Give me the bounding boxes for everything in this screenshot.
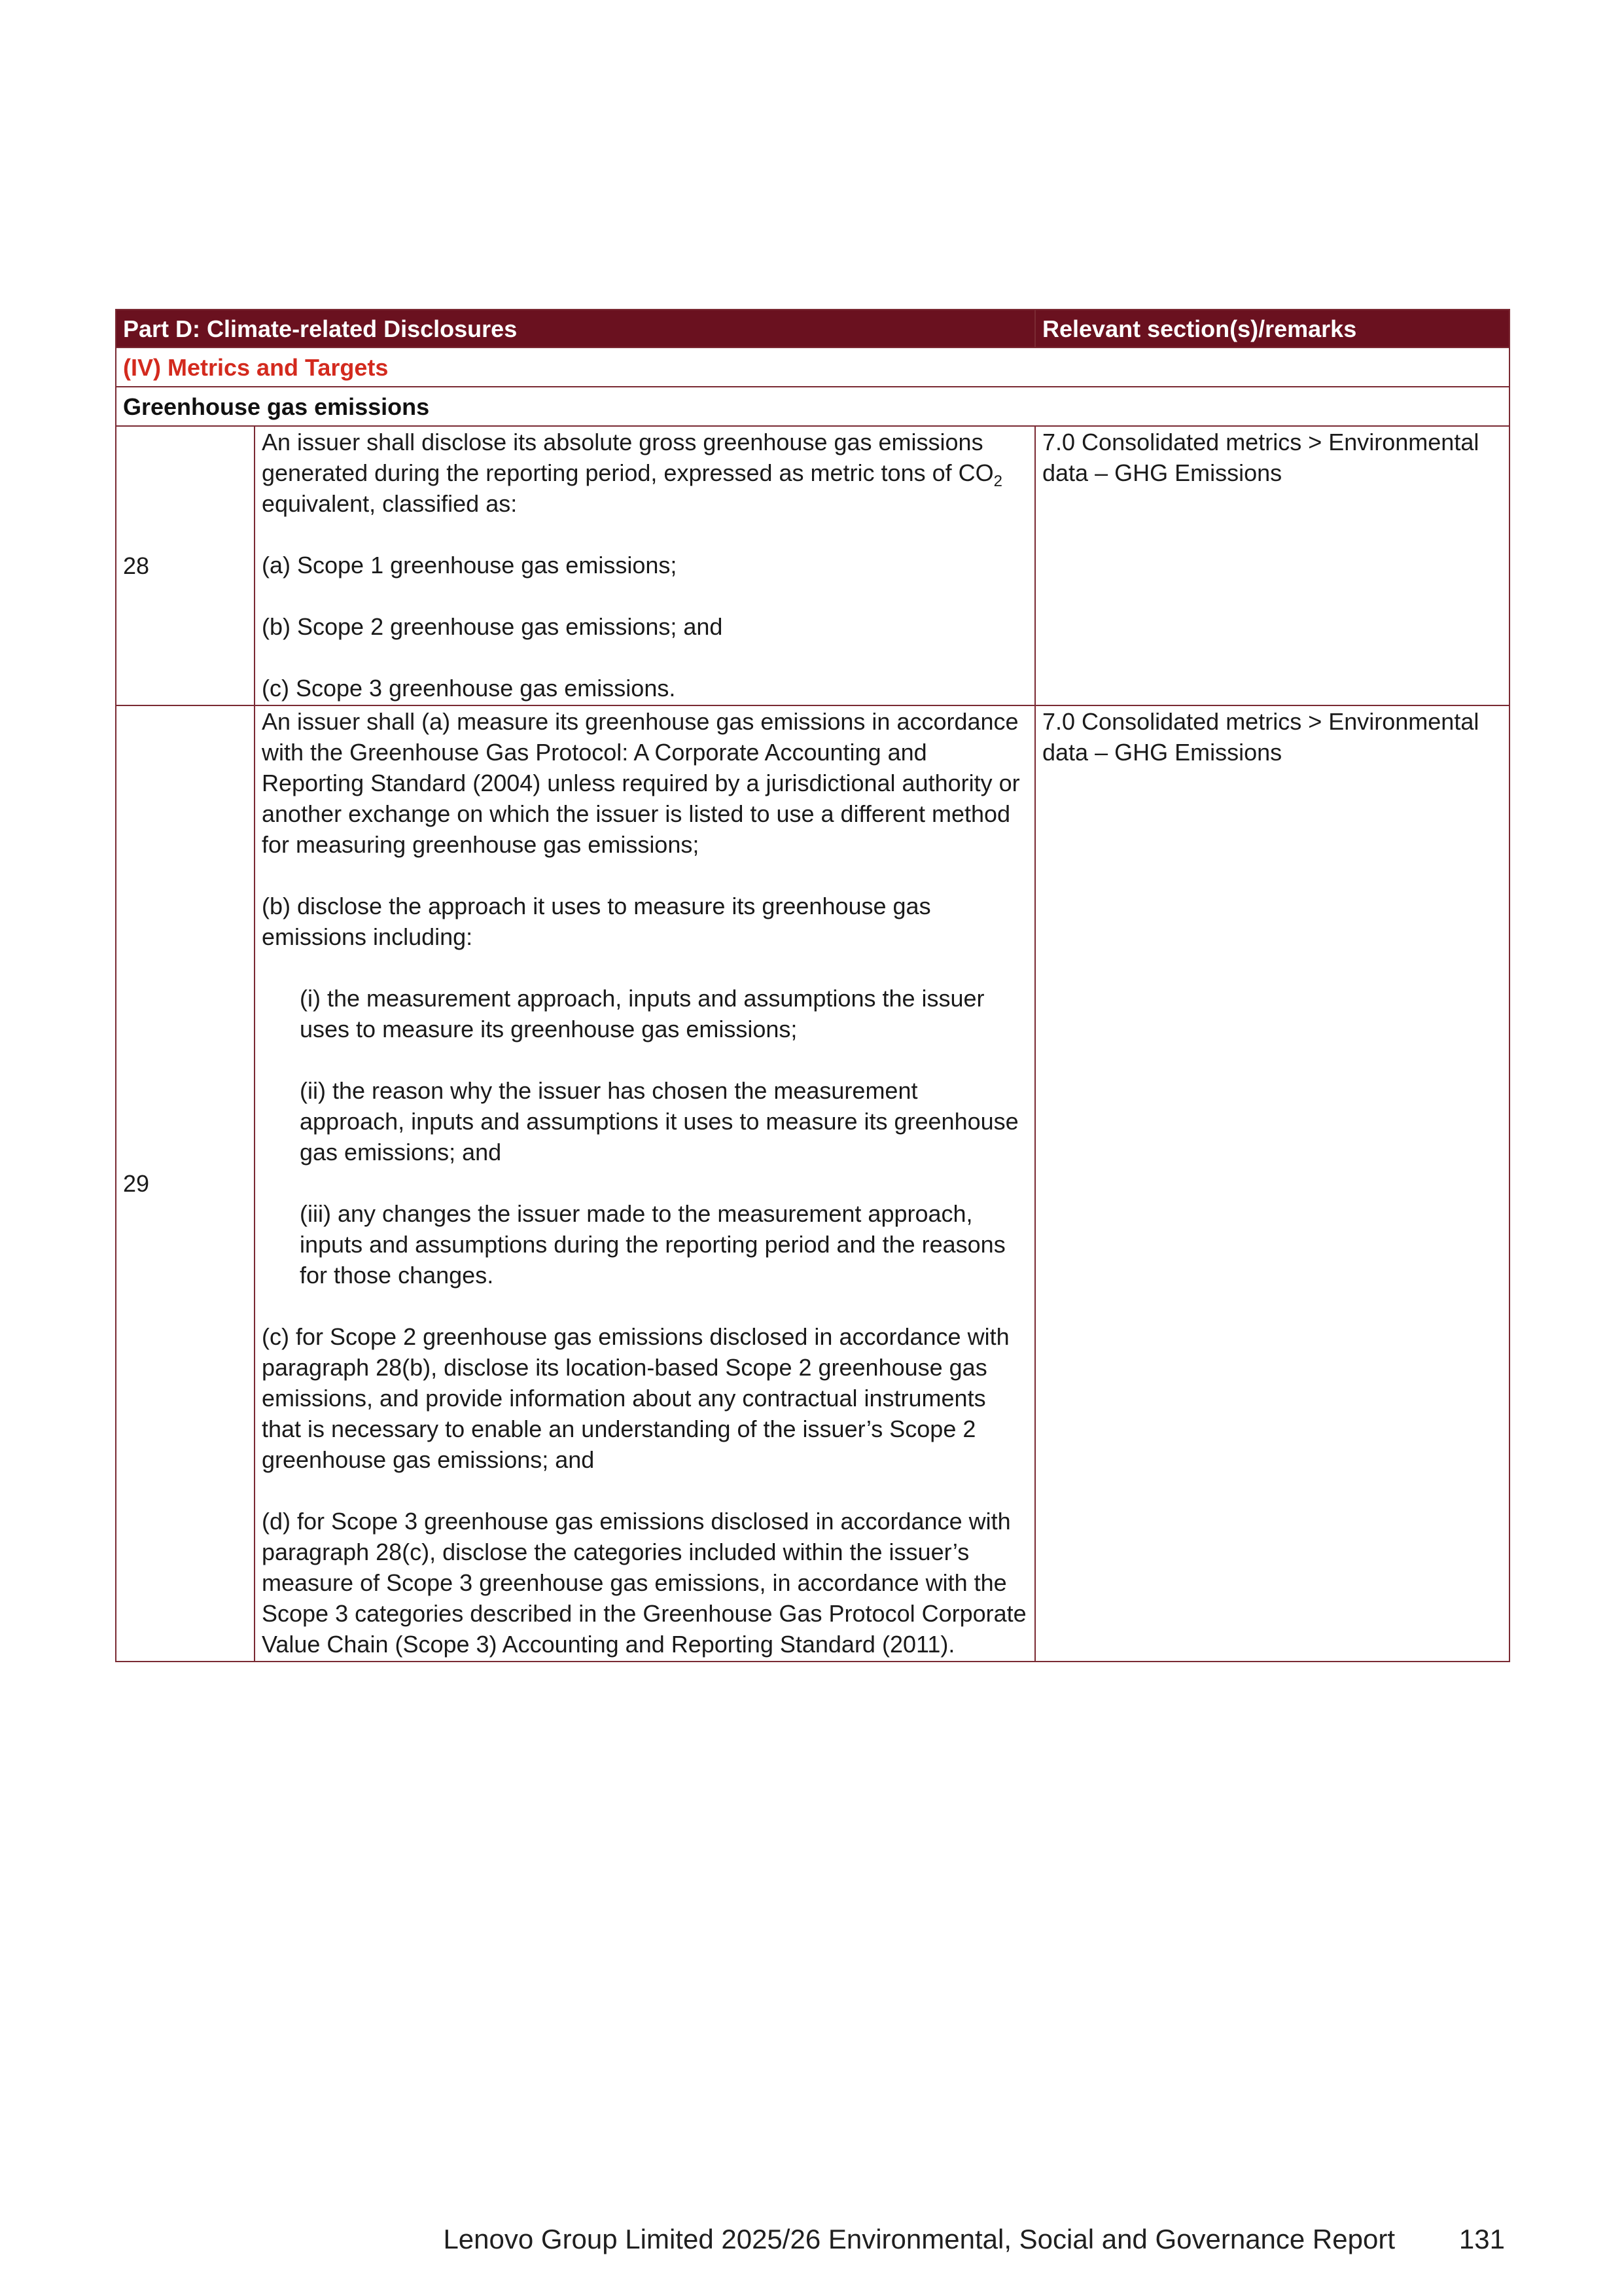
- subsection-title: Greenhouse gas emissions: [116, 387, 1509, 426]
- requirement-text: [255, 426, 1035, 705]
- sub-item-i: (i) the measurement approach, inputs and assumptions the issuer uses to measure its greenhouse gas emissions;: [300, 985, 985, 1042]
- disclosure-table: [115, 309, 1510, 1662]
- section-row: [116, 347, 1509, 387]
- sub-item-iii: (iii) any changes the issuer made to the measurement approach, inputs and assumptions during the reporting period and the reasons for those changes.: [300, 1200, 1006, 1289]
- footer-report-title: Lenovo Group Limited 2025/26 Environmental, Social and Governance Report: [443, 2224, 1395, 2254]
- requirement-intro: [262, 427, 1028, 519]
- paragraph-number: 28: [116, 426, 255, 705]
- intro-text-end: equivalent, classified as:: [262, 490, 518, 517]
- paragraph-c: (c) for Scope 2 greenhouse gas emissions disclosed in accordance with paragraph 28(b), disclose its location-based Scope 2 greenhouse gas emissions, and provide information about any contractual instruments that is necessary to enable an understanding of the issuer’s Scope 2 greenhouse gas emissions; and: [262, 1323, 1010, 1473]
- header-part-d: Part D: Climate-related Disclosures: [116, 310, 1035, 347]
- requirement-text: [255, 705, 1035, 1662]
- remark-text: 7.0 Consolidated metrics > Environmental data – GHG Emissions: [1035, 426, 1509, 705]
- list-item: (c) Scope 3 greenhouse gas emissions.: [262, 675, 676, 702]
- header-remarks: Relevant section(s)/remarks: [1035, 310, 1509, 347]
- list-item: (a) Scope 1 greenhouse gas emissions;: [262, 552, 677, 578]
- paragraph-b: (b) disclose the approach it uses to measure its greenhouse gas emissions including:: [262, 893, 931, 950]
- list-item: (b) Scope 2 greenhouse gas emissions; and: [262, 613, 723, 640]
- table-row: [116, 426, 1509, 705]
- sub-item-ii: (ii) the reason why the issuer has chosen the measurement approach, inputs and assumptions it uses to measure its greenhouse gas emissions; and: [300, 1077, 1019, 1165]
- intro-text: An issuer shall disclose its absolute gross greenhouse gas emissions generated during the reporting period, expressed as metric tons of CO: [262, 429, 994, 486]
- remark-text: 7.0 Consolidated metrics > Environmental data – GHG Emissions: [1035, 705, 1509, 1662]
- co2-subscript: 2: [993, 472, 1002, 491]
- table-header-row: [116, 310, 1509, 347]
- page-number: 131: [1458, 2224, 1505, 2254]
- section-title: (IV) Metrics and Targets: [116, 347, 1509, 387]
- paragraph-d: (d) for Scope 3 greenhouse gas emissions disclosed in accordance with paragraph 28(c), disclose the categories included within the issuer’s measure of Scope 3 greenhouse gas emissions, in accordance with the Scope 3 categories described in the Greenhouse Gas Protocol Corporate Value Chain (Scope 3) Accounting and Reporting Standard (2011).: [262, 1508, 1027, 1658]
- paragraph-number: 29: [116, 705, 255, 1662]
- table-row: [116, 705, 1509, 1662]
- subsection-row: [116, 387, 1509, 426]
- paragraph-a: An issuer shall (a) measure its greenhouse gas emissions in accordance with the Greenhouse Gas Protocol: A Corporate Accounting and Reporting Standard (2004) unless required by a jurisdictional authority or another exchange on which the issuer is listed to use a different method for measuring greenhouse gas emissions;: [262, 708, 1020, 858]
